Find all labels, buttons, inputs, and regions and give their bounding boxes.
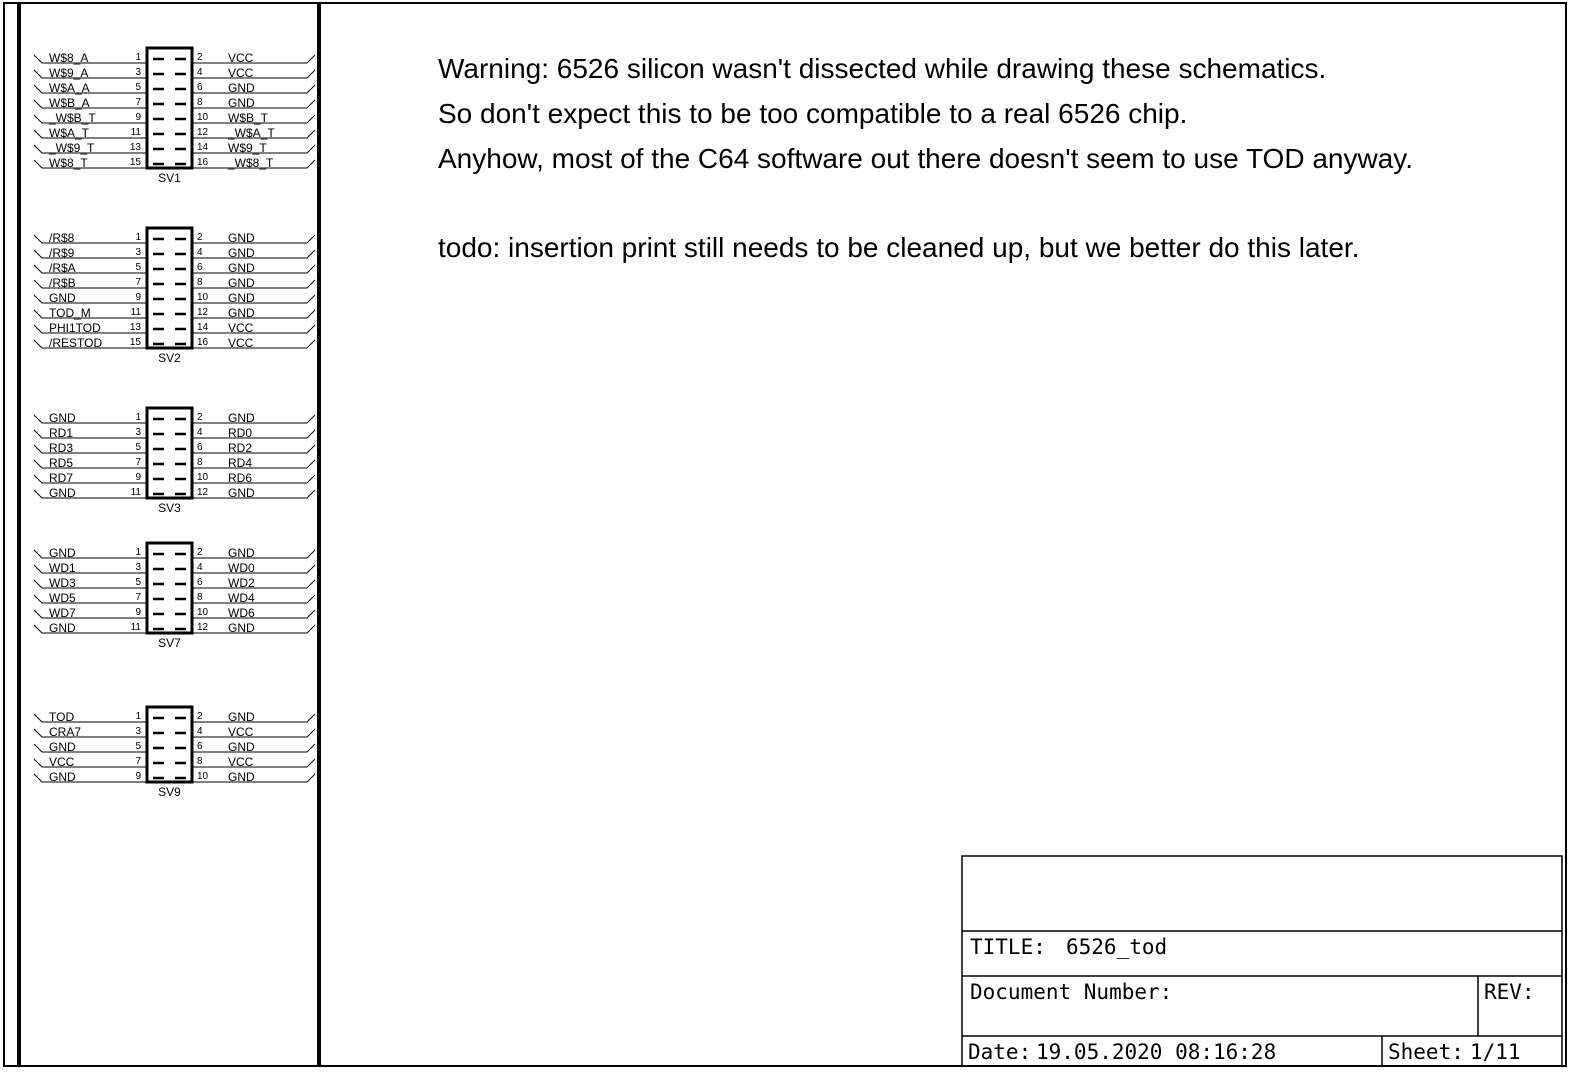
net-label: WD0 bbox=[228, 561, 255, 575]
pin-number: 8 bbox=[197, 97, 203, 108]
pin-number: 7 bbox=[135, 277, 141, 288]
pin-number: 14 bbox=[197, 322, 209, 333]
connector-sv9 bbox=[34, 707, 315, 799]
connector-name: SV2 bbox=[158, 351, 181, 365]
net-wire-bend bbox=[307, 774, 315, 782]
net-wire-bend bbox=[34, 460, 42, 468]
pin-number: 10 bbox=[197, 472, 209, 483]
connector-sv7 bbox=[34, 543, 315, 650]
pin-number: 6 bbox=[197, 262, 203, 273]
net-label: RD5 bbox=[49, 456, 74, 470]
net-wire-bend bbox=[307, 160, 315, 168]
net-label: GND bbox=[228, 261, 255, 275]
net-wire-bend bbox=[34, 130, 42, 138]
pin-number: 1 bbox=[135, 711, 141, 722]
net-label: VCC bbox=[228, 51, 254, 65]
net-wire-bend bbox=[307, 460, 315, 468]
net-label: W$A_T bbox=[49, 126, 90, 140]
revision-label: REV: bbox=[1484, 980, 1535, 1004]
net-wire-bend bbox=[34, 550, 42, 558]
pin-number: 2 bbox=[197, 232, 203, 243]
net-wire-bend bbox=[307, 595, 315, 603]
net-wire-bend bbox=[307, 744, 315, 752]
net-wire-bend bbox=[307, 625, 315, 633]
net-wire-bend bbox=[307, 759, 315, 767]
net-wire-bend bbox=[34, 115, 42, 123]
net-wire-bend bbox=[307, 235, 315, 243]
net-wire-bend bbox=[34, 55, 42, 63]
net-wire-bend bbox=[307, 295, 315, 303]
net-label: RD7 bbox=[49, 471, 74, 485]
net-label: WD2 bbox=[228, 576, 255, 590]
net-wire-bend bbox=[34, 415, 42, 423]
pin-number: 2 bbox=[197, 547, 203, 558]
net-label: W$8_A bbox=[49, 51, 89, 65]
pin-number: 12 bbox=[197, 622, 209, 633]
net-label: WD3 bbox=[49, 576, 76, 590]
net-label: GND bbox=[228, 770, 255, 784]
net-wire-bend bbox=[34, 565, 42, 573]
net-wire-bend bbox=[34, 235, 42, 243]
pin-number: 9 bbox=[135, 472, 141, 483]
net-label: GND bbox=[228, 81, 255, 95]
pin-number: 15 bbox=[129, 157, 141, 168]
net-label: W$9_T bbox=[228, 141, 267, 155]
net-label: VCC bbox=[228, 755, 254, 769]
net-wire-bend bbox=[307, 415, 315, 423]
header-body bbox=[147, 408, 192, 498]
net-label: GND bbox=[228, 246, 255, 260]
net-wire-bend bbox=[34, 250, 42, 258]
net-wire-bend bbox=[307, 729, 315, 737]
net-label: WD4 bbox=[228, 591, 255, 605]
net-label: GND bbox=[49, 546, 76, 560]
pin-number: 13 bbox=[129, 142, 141, 153]
todo-note: todo: insertion print still needs to be cleaned up, but we better do this later. bbox=[438, 232, 1360, 263]
net-label: GND bbox=[228, 306, 255, 320]
compatibility-note: So don't expect this to be too compatible to a real 6526 chip. bbox=[438, 98, 1188, 129]
net-wire-bend bbox=[307, 550, 315, 558]
net-label: GND bbox=[228, 411, 255, 425]
net-wire-bend bbox=[34, 280, 42, 288]
net-label: /R$B bbox=[49, 276, 76, 290]
net-wire-bend bbox=[34, 625, 42, 633]
net-wire-bend bbox=[307, 280, 315, 288]
connector-sv2 bbox=[34, 228, 315, 365]
title-value: 6526_tod bbox=[1066, 935, 1168, 959]
net-label: GND bbox=[228, 231, 255, 245]
net-label: GND bbox=[49, 621, 76, 635]
pin-number: 1 bbox=[135, 232, 141, 243]
pin-number: 11 bbox=[130, 127, 141, 138]
net-label: RD1 bbox=[49, 426, 74, 440]
pin-number: 6 bbox=[197, 442, 203, 453]
sheet-value: 1/11 bbox=[1470, 1040, 1521, 1064]
pin-number: 7 bbox=[135, 457, 141, 468]
net-wire-bend bbox=[34, 490, 42, 498]
pin-number: 14 bbox=[197, 142, 209, 153]
net-label: _W$8_T bbox=[228, 156, 274, 170]
net-wire-bend bbox=[34, 445, 42, 453]
pin-number: 9 bbox=[135, 292, 141, 303]
net-label: GND bbox=[49, 291, 76, 305]
net-label: W$A_A bbox=[49, 81, 90, 95]
net-label: W$9_A bbox=[49, 66, 89, 80]
pin-number: 3 bbox=[135, 726, 141, 737]
net-wire-bend bbox=[307, 115, 315, 123]
net-label: _W$B_T bbox=[49, 111, 96, 125]
net-label: PHI1TOD bbox=[49, 321, 101, 335]
net-label: RD2 bbox=[228, 441, 253, 455]
net-label: GND bbox=[228, 740, 255, 754]
net-label: VCC bbox=[228, 336, 254, 350]
pin-number: 12 bbox=[197, 127, 209, 138]
pin-number: 7 bbox=[135, 756, 141, 767]
connector-name: SV3 bbox=[158, 501, 181, 515]
net-label: /R$A bbox=[49, 261, 76, 275]
notes-block bbox=[438, 53, 1413, 263]
pin-number: 16 bbox=[197, 337, 209, 348]
connector-sv1 bbox=[34, 48, 315, 185]
net-label: GND bbox=[228, 710, 255, 724]
net-label: GND bbox=[228, 291, 255, 305]
pin-number: 9 bbox=[135, 607, 141, 618]
net-label: GND bbox=[49, 486, 76, 500]
net-label: VCC bbox=[49, 755, 75, 769]
net-wire-bend bbox=[34, 714, 42, 722]
net-wire-bend bbox=[307, 310, 315, 318]
pin-number: 8 bbox=[197, 592, 203, 603]
net-wire-bend bbox=[307, 610, 315, 618]
net-wire-bend bbox=[34, 100, 42, 108]
net-label: W$B_A bbox=[49, 96, 90, 110]
pin-number: 7 bbox=[135, 592, 141, 603]
pin-number: 10 bbox=[197, 607, 209, 618]
net-wire-bend bbox=[34, 265, 42, 273]
net-label: TOD bbox=[49, 710, 75, 724]
pin-number: 10 bbox=[197, 292, 209, 303]
net-label: GND bbox=[49, 740, 76, 754]
net-wire-bend bbox=[34, 759, 42, 767]
net-wire-bend bbox=[34, 610, 42, 618]
net-label: GND bbox=[228, 546, 255, 560]
net-wire-bend bbox=[307, 430, 315, 438]
header-body bbox=[147, 543, 192, 633]
pin-number: 4 bbox=[197, 427, 203, 438]
net-label: WD7 bbox=[49, 606, 76, 620]
net-wire-bend bbox=[34, 595, 42, 603]
net-wire-bend bbox=[307, 565, 315, 573]
net-wire-bend bbox=[307, 250, 315, 258]
net-wire-bend bbox=[307, 325, 315, 333]
net-label: GND bbox=[49, 411, 76, 425]
pin-number: 3 bbox=[135, 67, 141, 78]
net-wire-bend bbox=[307, 714, 315, 722]
pin-number: 5 bbox=[135, 577, 141, 588]
net-wire-bend bbox=[34, 310, 42, 318]
net-label: VCC bbox=[228, 725, 254, 739]
net-wire-bend bbox=[307, 265, 315, 273]
title-label: TITLE: bbox=[970, 935, 1046, 959]
pin-number: 10 bbox=[197, 771, 209, 782]
net-wire-bend bbox=[34, 340, 42, 348]
net-label: W$B_T bbox=[228, 111, 269, 125]
net-wire-bend bbox=[34, 774, 42, 782]
pin-number: 2 bbox=[197, 711, 203, 722]
net-wire-bend bbox=[34, 295, 42, 303]
net-wire-bend bbox=[34, 744, 42, 752]
pin-number: 12 bbox=[197, 307, 209, 318]
net-wire-bend bbox=[307, 85, 315, 93]
net-wire-bend bbox=[34, 580, 42, 588]
pin-number: 7 bbox=[135, 97, 141, 108]
connector-name: SV7 bbox=[158, 636, 181, 650]
pin-number: 1 bbox=[135, 412, 141, 423]
net-label: GND bbox=[228, 276, 255, 290]
pin-number: 5 bbox=[135, 82, 141, 93]
net-wire-bend bbox=[34, 475, 42, 483]
connector-name: SV1 bbox=[158, 171, 181, 185]
net-wire-bend bbox=[307, 475, 315, 483]
warning-note: Warning: 6526 silicon wasn't dissected while drawing these schematics. bbox=[438, 53, 1327, 84]
pin-number: 15 bbox=[129, 337, 141, 348]
net-label: RD4 bbox=[228, 456, 253, 470]
date-value: 19.05.2020 08:16:28 bbox=[1036, 1040, 1277, 1064]
net-label: RD0 bbox=[228, 426, 253, 440]
net-label: _W$A_T bbox=[228, 126, 275, 140]
pin-number: 13 bbox=[129, 322, 141, 333]
pin-number: 4 bbox=[197, 247, 203, 258]
net-wire-bend bbox=[307, 55, 315, 63]
pin-number: 8 bbox=[197, 277, 203, 288]
pin-number: 12 bbox=[197, 487, 209, 498]
net-label: GND bbox=[228, 96, 255, 110]
document-number-label: Document Number: bbox=[970, 980, 1173, 1004]
pin-number: 4 bbox=[197, 726, 203, 737]
net-wire-bend bbox=[307, 100, 315, 108]
net-label: RD3 bbox=[49, 441, 74, 455]
date-label: Date: bbox=[968, 1040, 1032, 1064]
net-label: W$8_T bbox=[49, 156, 88, 170]
pin-number: 3 bbox=[135, 427, 141, 438]
pin-number: 6 bbox=[197, 577, 203, 588]
connector-group bbox=[34, 48, 315, 799]
pin-number: 4 bbox=[197, 562, 203, 573]
title-block-frame bbox=[962, 856, 1562, 1066]
pin-number: 11 bbox=[130, 307, 141, 318]
net-wire-bend bbox=[34, 145, 42, 153]
net-wire-bend bbox=[307, 445, 315, 453]
pin-number: 3 bbox=[135, 247, 141, 258]
net-label: TOD_M bbox=[49, 306, 91, 320]
net-label: GND bbox=[228, 621, 255, 635]
pin-number: 11 bbox=[130, 487, 141, 498]
net-label: _W$9_T bbox=[49, 141, 95, 155]
net-wire-bend bbox=[307, 580, 315, 588]
pin-number: 11 bbox=[130, 622, 141, 633]
net-label: GND bbox=[49, 770, 76, 784]
pin-number: 1 bbox=[135, 547, 141, 558]
pin-number: 2 bbox=[197, 52, 203, 63]
pin-number: 4 bbox=[197, 67, 203, 78]
net-wire-bend bbox=[34, 729, 42, 737]
net-wire-bend bbox=[34, 325, 42, 333]
pin-number: 8 bbox=[197, 457, 203, 468]
pin-number: 5 bbox=[135, 442, 141, 453]
pin-number: 9 bbox=[135, 771, 141, 782]
net-wire-bend bbox=[307, 70, 315, 78]
net-label: CRA7 bbox=[49, 725, 82, 739]
pin-number: 5 bbox=[135, 262, 141, 273]
pin-number: 3 bbox=[135, 562, 141, 573]
pin-number: 8 bbox=[197, 756, 203, 767]
net-label: /R$8 bbox=[49, 231, 75, 245]
tod-note: Anyhow, most of the C64 software out there doesn't seem to use TOD anyway. bbox=[438, 143, 1413, 174]
net-wire-bend bbox=[34, 70, 42, 78]
pin-number: 6 bbox=[197, 741, 203, 752]
pin-number: 10 bbox=[197, 112, 209, 123]
pin-number: 16 bbox=[197, 157, 209, 168]
net-wire-bend bbox=[34, 85, 42, 93]
net-wire-bend bbox=[307, 340, 315, 348]
net-label: VCC bbox=[228, 66, 254, 80]
net-wire-bend bbox=[307, 490, 315, 498]
net-label: /R$9 bbox=[49, 246, 75, 260]
title-block bbox=[962, 856, 1562, 1066]
net-label: VCC bbox=[228, 321, 254, 335]
net-label: RD6 bbox=[228, 471, 253, 485]
pin-number: 9 bbox=[135, 112, 141, 123]
net-label: WD1 bbox=[49, 561, 76, 575]
net-label: WD5 bbox=[49, 591, 76, 605]
net-wire-bend bbox=[34, 160, 42, 168]
pin-number: 5 bbox=[135, 741, 141, 752]
net-wire-bend bbox=[307, 145, 315, 153]
connector-sv3 bbox=[34, 408, 315, 515]
net-label: /RESTOD bbox=[49, 336, 103, 350]
sheet-label: Sheet: bbox=[1388, 1040, 1464, 1064]
net-label: GND bbox=[228, 486, 255, 500]
pin-number: 2 bbox=[197, 412, 203, 423]
connector-name: SV9 bbox=[158, 785, 181, 799]
pin-number: 1 bbox=[135, 52, 141, 63]
pin-number: 6 bbox=[197, 82, 203, 93]
net-wire-bend bbox=[307, 130, 315, 138]
net-label: WD6 bbox=[228, 606, 255, 620]
net-wire-bend bbox=[34, 430, 42, 438]
